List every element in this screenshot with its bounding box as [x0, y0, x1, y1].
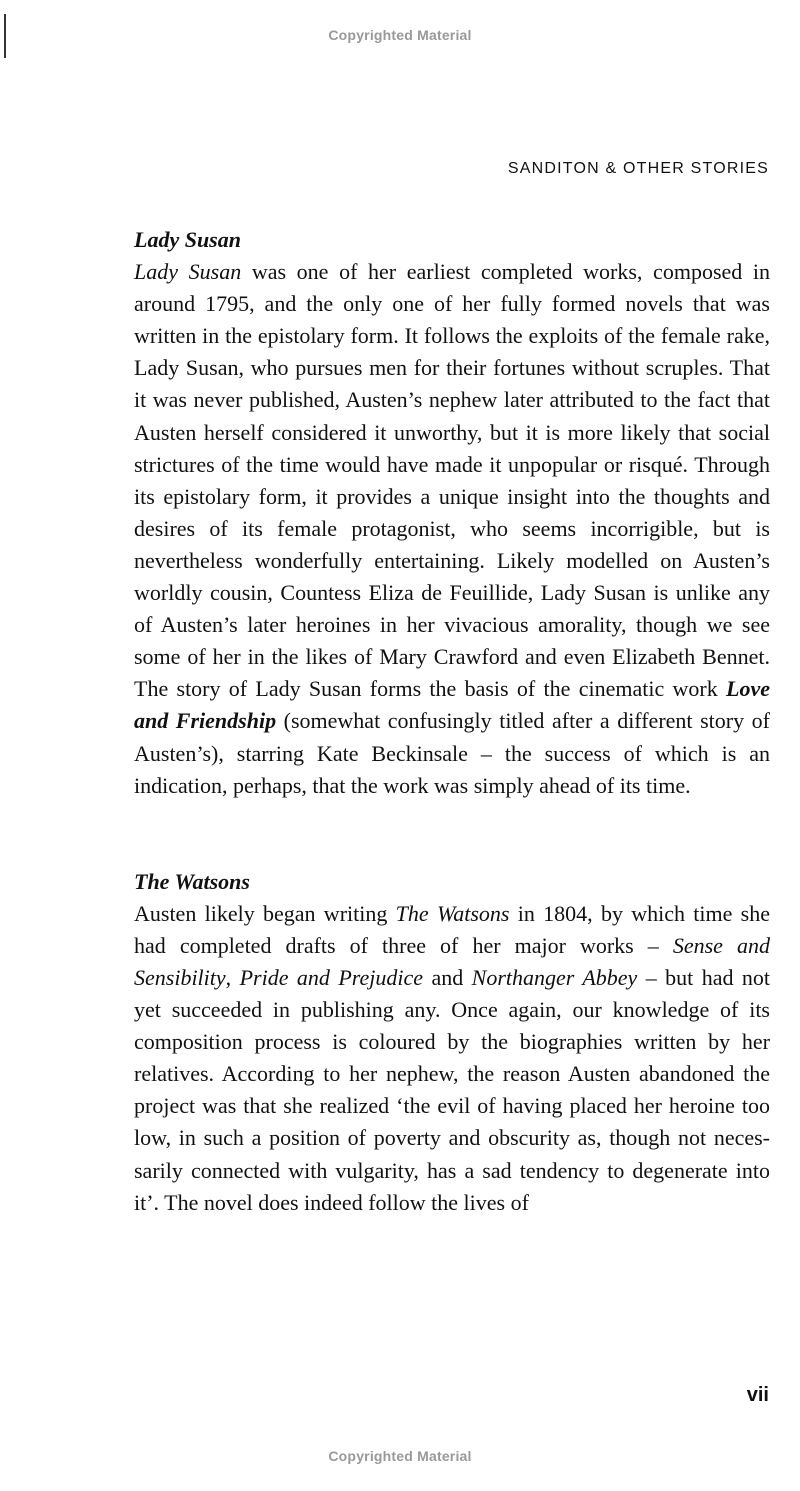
italic-title: Pride and Prejudice: [239, 964, 424, 990]
section-paragraph: [134, 898, 770, 1219]
italic-title: The Watsons: [395, 900, 510, 926]
section-heading: Lady Susan: [134, 227, 241, 252]
section-lady-susan: [134, 224, 770, 802]
paragraph-text: in 1804, by which time she had completed drafts of three of her major works –: [134, 900, 770, 958]
italic-title: Lady Susan: [134, 259, 242, 285]
section-paragraph: [134, 256, 770, 802]
paragraph-text: – but had not yet succeeded in publishing any. Once again, our knowledge of its composition process is coloured by the biographies written by her relatives. According to her nephew, the reason Austen abandoned the project was that she realized ‘the evil of having placed her heroine too low, in such a position of poverty and obscurity as, though not necessarily connected with vulgarity, has a sad tendency to degenerate into it’. The novel does indeed follow the lives of: [134, 964, 771, 1215]
section-the-watsons: [134, 866, 770, 1219]
paragraph-text: was one of her earliest completed works, composed in around 1795, and the only one of her fully formed novels that was written in the epistolary form. It follows the exploits of the female rake, Lady Susan, who pursues men for their fortunes without scruples. That it was never published, Austen’s nephew later attributed to the fact that Austen herself considered it unworthy, but it is more likely that social strictures of the time would have made it unpopular or risqué. Through its epistolary form, it provides a unique insight into the thoughts and desires of its female protagonist, who seems incorrigible, but is nevertheless wonderfully entertaining. Likely modelled on Austen’s worldly cousin, Countess Eliza de Feuillide, Lady Susan is unlike any of Austen’s later heroines in her vivacious amorality, though we see some of her in the likes of Mary Crawford and even Elizabeth Bennet. The story of Lady Susan forms the basis of the cinematic work: [134, 259, 771, 702]
section-heading: The Watsons: [134, 868, 250, 894]
copyright-watermark-top: Copyrighted Material: [328, 27, 472, 43]
running-head: SANDITON & OTHER STORIES: [507, 160, 769, 177]
paragraph-text: ,: [225, 964, 240, 990]
paragraph-text: (somewhat confusingly titled after a different story of Austen’s), starring Kate Beckinsale – the success of which is an indication, perhaps, that the work was simply ahead of its time.: [134, 708, 771, 798]
page-number: vii: [746, 1384, 769, 1406]
paragraph-text: Austen likely began writing: [134, 900, 396, 926]
page-body: [134, 224, 770, 1219]
copyright-watermark-bottom: Copyrighted Material: [328, 1448, 472, 1464]
paragraph-text: and: [423, 964, 472, 990]
section-spacer: [134, 802, 770, 866]
italic-title: Love and Friendship: [134, 676, 770, 734]
italic-title: Sense and Sensibility: [134, 932, 770, 990]
italic-title: Northanger Abbey: [471, 964, 638, 990]
